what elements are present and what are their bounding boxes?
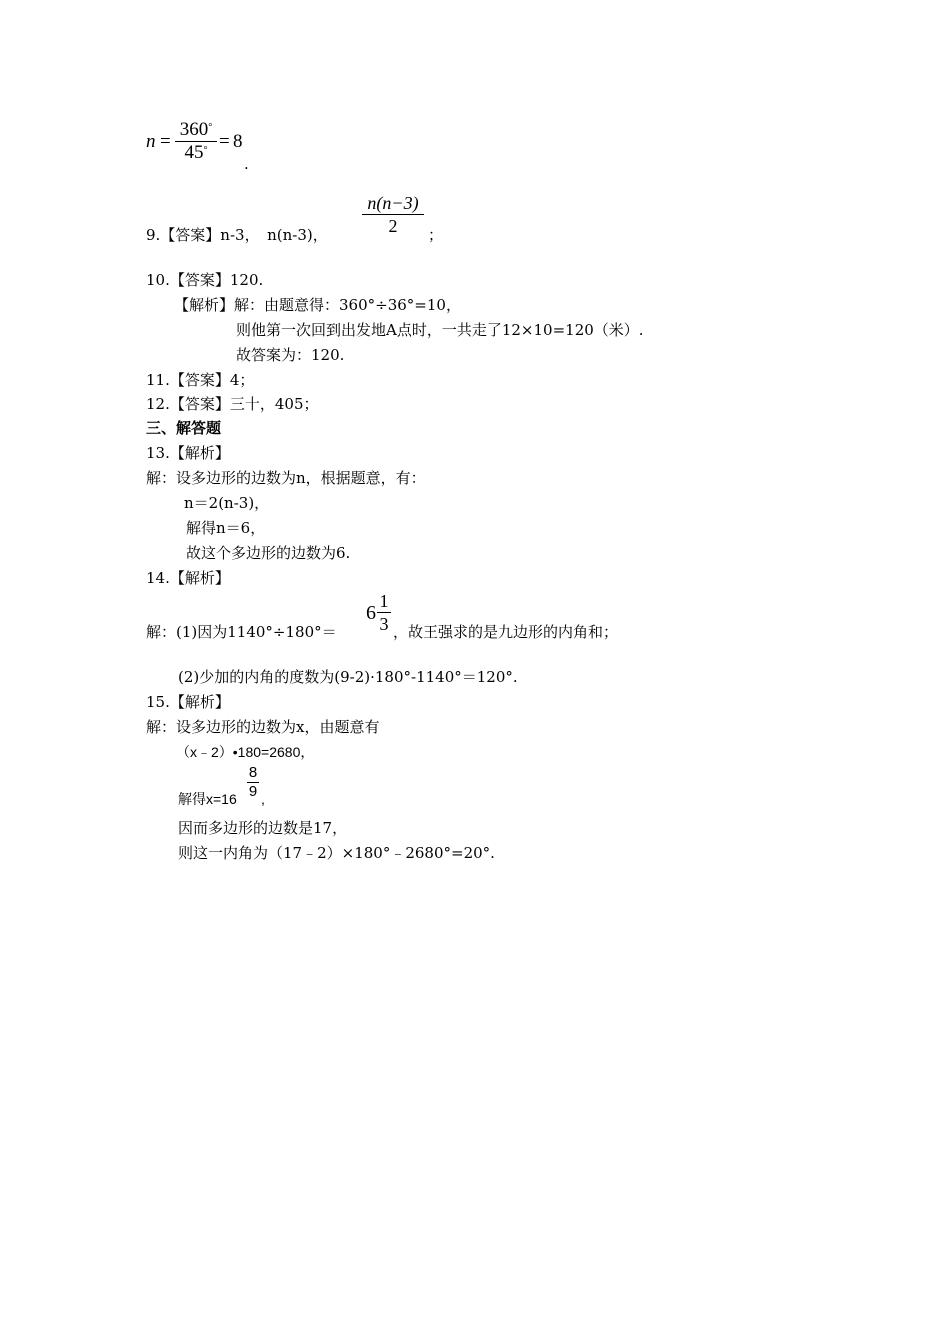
formula-n-eq2: =	[219, 131, 230, 152]
formula-n-fraction	[175, 119, 217, 164]
degree-sign: °	[203, 145, 208, 156]
formula-n-numerator: 360	[179, 119, 209, 140]
answer-9-text: 9.【答案】n-3， n(n-3)，	[146, 226, 328, 244]
analysis-14-line2: (2)少加的内角的度数为(9-2)·180°-1140°＝120°.	[178, 668, 518, 686]
analysis-13-line1: 解：设多边形的边数为n，根据题意，有：	[146, 469, 426, 487]
answer-9-suffix: ；	[428, 226, 444, 244]
analysis-15-line3-post: ,	[261, 791, 265, 807]
mixed-number-fraction	[377, 590, 391, 635]
mixed-number-whole: 6	[366, 602, 376, 624]
analysis-13-line2: n＝2(n-3)，	[184, 494, 270, 512]
analysis-10-line2: 则他第一次回到出发地A点时，一共走了12×10=120（米）.	[236, 321, 644, 339]
analysis-15-denominator: 9	[248, 783, 258, 800]
analysis-15-line4: 因而多边形的边数是17，	[178, 819, 348, 837]
mixed-number-denominator: 3	[379, 614, 389, 634]
analysis-15-fraction	[247, 764, 259, 801]
analysis-14-line1-pre: 解：(1)因为1140°÷180°＝	[146, 623, 337, 641]
analysis-15-line3-pre: 解得x=16	[178, 791, 237, 807]
answer-9-denominator: 2	[388, 216, 398, 236]
formula-n-eq1: =	[160, 131, 171, 152]
analysis-13-line4: 故这个多边形的边数为6.	[186, 544, 351, 562]
mixed-number-numerator: 1	[379, 591, 389, 611]
formula-n-period: .	[244, 155, 249, 173]
analysis-15-line5: 则这一内角为（17﹣2）×180°﹣2680°=20°.	[178, 844, 495, 862]
analysis-14-heading: 14.【解析】	[146, 569, 230, 587]
analysis-15-numerator: 8	[248, 764, 258, 781]
answer-9-fraction	[362, 192, 424, 237]
section-heading: 三、解答题	[146, 419, 222, 437]
analysis-15-line2: （x﹣2）•180=2680，	[176, 744, 315, 760]
analysis-14-line1-post: ，故王强求的是九边形的内角和；	[393, 623, 619, 641]
analysis-15-heading: 15.【解析】	[146, 693, 230, 711]
formula-n-result: 8	[233, 131, 243, 152]
analysis-13-line3: 解得n＝6，	[186, 519, 266, 537]
analysis-10: 【解析】解：由题意得：360°÷36°=10，	[174, 296, 461, 314]
formula-n-lhs: n	[146, 131, 156, 152]
answer-10: 10.【答案】120.	[146, 271, 264, 289]
formula-n-denominator: 45	[184, 142, 204, 163]
answer-9-numerator: n(n−3)	[367, 193, 419, 213]
answer-11: 11.【答案】4；	[146, 371, 255, 389]
answer-12: 12.【答案】三十，405；	[146, 395, 319, 413]
analysis-13-heading: 13.【解析】	[146, 444, 230, 462]
degree-sign: °	[208, 122, 213, 133]
analysis-15-line1: 解：设多边形的边数为x，由题意有	[146, 718, 380, 736]
analysis-10-line3: 故答案为：120.	[236, 346, 345, 364]
